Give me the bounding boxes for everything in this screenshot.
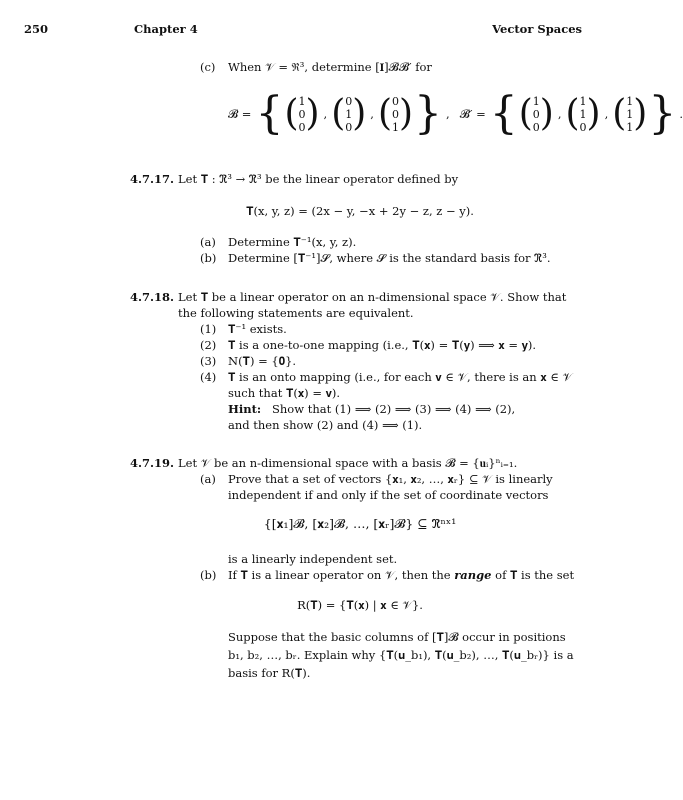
B-vector-1-entry: 1 — [298, 94, 306, 108]
exercise-4-7-17-number: 4.7.17. — [130, 172, 175, 186]
B-vector-2-entry: 0 — [345, 120, 353, 134]
exercise-4-7-19-b-line3: b₁, b₂, …, bᵣ. Explain why {𝐓(𝐮_b₁), 𝐓(𝐮_b₂), …, 𝐓(𝐮_bᵣ)} is a — [228, 648, 574, 662]
B-vector-1: ( 1 0 0 ) — [284, 93, 320, 134]
Bp-vector-1-entry: 0 — [532, 107, 540, 121]
Bp-vector-2: ( 1 1 0 ) — [565, 93, 601, 134]
exercise-4-7-19-b-line2: Suppose that the basic columns of [𝐓]𝓑 occur in positions — [228, 630, 566, 644]
exercise-4-7-17-a-label: (a) — [200, 235, 216, 249]
exercise-4-7-19-b-line1 — [228, 568, 574, 583]
exercise-4-7-17-b-label: (b) — [200, 251, 217, 265]
B-vector-3-entry: 1 — [391, 120, 399, 134]
B-vector-3-entry: 0 — [391, 107, 399, 121]
part-c-text: When 𝒱 = ℜ³, determine [𝐈]𝓑𝓑′ for — [228, 60, 432, 74]
exercise-4-7-18-item2-label: (2) — [200, 338, 217, 352]
exercise-4-7-19-a-formula: {[𝐱₁]𝓑, [𝐱₂]𝓑, …, [𝐱ᵣ]𝓑} ⊆ ℜⁿˣ¹ — [263, 516, 457, 531]
basis-equation: 𝓑 = { ( 1 0 0 ) , ( 0 1 0 ) , ( 0 0 1 ) } , 𝓑′ = { ( 1 0 0 ) , ( 1 1 0 ) , ( 1 1 1 ) } . — [228, 88, 683, 139]
exercise-4-7-17-formula: 𝐓(x, y, z) = (2x − y, −x + 2y − z, z − y). — [246, 204, 474, 218]
exercise-4-7-18-intro-line1: Let 𝐓 be a linear operator on an n-dimensional space 𝒱. Show that — [178, 290, 567, 304]
B-vector-2-entry: 1 — [345, 107, 353, 121]
basis-Bp-label: 𝓑′ = — [459, 106, 486, 121]
range-term: range — [454, 568, 492, 582]
Bp-vector-2-entry: 1 — [579, 107, 587, 121]
exercise-4-7-18-number: 4.7.18. — [130, 290, 175, 304]
B-vector-3-entry: 0 — [391, 94, 399, 108]
exercise-4-7-18-hint-text: Show that (1) ⟹ (2) ⟹ (3) ⟹ (4) ⟹ (2), — [272, 402, 516, 416]
exercise-4-7-19-b-line4: basis for R(𝐓). — [228, 666, 311, 680]
basis-B-label: 𝓑 = — [228, 106, 252, 121]
exercise-4-7-17-intro: Let 𝐓 : ℜ³ → ℜ³ be the linear operator defined by — [178, 172, 459, 186]
exercise-4-7-19-a-line3: is a linearly independent set. — [228, 552, 398, 566]
Bp-vector-1-entry: 0 — [532, 120, 540, 134]
B-vector-1-entry: 0 — [298, 107, 306, 121]
exercise-4-7-18-item2-text: 𝐓 is a one-to-one mapping (i.e., 𝐓(𝐱) = 𝐓(𝐲) ⟹ 𝐱 = 𝐲). — [228, 338, 537, 352]
B-vector-3: ( 0 0 1 ) — [377, 93, 414, 134]
exercise-4-7-18-item1-label: (1) — [200, 322, 217, 336]
exercise-4-7-17-a-text: Determine 𝐓⁻¹(x, y, z). — [228, 235, 357, 249]
page-number: 250 — [24, 22, 49, 36]
exercise-4-7-18-hint-cont: and then show (2) and (4) ⟹ (1). — [228, 418, 423, 432]
exercise-4-7-18-item4-label: (4) — [200, 370, 217, 384]
exercise-4-7-18-item3-label: (3) — [200, 354, 217, 368]
exercise-4-7-19-intro: Let 𝒱 be an n-dimensional space with a basis 𝓑 = {𝐮ᵢ}ⁿᵢ₌₁. — [178, 456, 518, 470]
exercise-4-7-19-a-label: (a) — [200, 472, 216, 486]
exercise-4-7-19-a-line1: Prove that a set of vectors {𝐱₁, 𝐱₂, …, 𝐱ᵣ} ⊆ 𝒱 is linearly — [228, 472, 553, 486]
Bp-vector-2-entry: 1 — [579, 94, 587, 108]
exercise-4-7-18-item4-cont: such that 𝐓(𝐱) = 𝐯). — [228, 386, 340, 400]
chapter-title: Chapter 4 — [134, 22, 198, 36]
Bp-vector-1: ( 1 0 0 ) — [518, 93, 554, 134]
exercise-4-7-18-item1-text: 𝐓⁻¹ exists. — [228, 322, 287, 336]
b-line1-post: of 𝐓 is the set — [495, 568, 575, 582]
B-vector-2: ( 0 1 0 ) — [331, 93, 367, 134]
B-vector-2-entry: 0 — [345, 94, 353, 108]
exercise-4-7-19-a-line2: independent if and only if the set of coordinate vectors — [228, 488, 549, 502]
exercise-4-7-18-item4-text: 𝐓 is an onto mapping (i.e., for each 𝐯 ∈ 𝒱, there is an 𝐱 ∈ 𝒱 — [228, 370, 573, 384]
basis-Bp-vectors: ( 1 0 0 ) , ( 1 1 0 ) , ( 1 1 1 ) — [518, 93, 648, 134]
exercise-4-7-19-b-label: (b) — [200, 568, 217, 582]
exercise-4-7-18-item3-text: N(𝐓) = {𝟎}. — [228, 354, 297, 368]
Bp-vector-1-entry: 1 — [532, 94, 540, 108]
exercise-4-7-17-b-text: Determine [𝐓⁻¹]𝓢, where 𝓢 is the standard basis for ℜ³. — [228, 251, 551, 265]
exercise-4-7-18-hint-label: Hint: — [228, 402, 262, 416]
part-c-label: (c) — [200, 60, 216, 74]
B-vector-1-entry: 0 — [298, 120, 306, 134]
b-line1-pre: If 𝐓 is a linear operator on 𝒱, then the — [228, 568, 451, 582]
basis-B-vectors: ( 1 0 0 ) , ( 0 1 0 ) , ( 0 0 1 ) — [284, 93, 414, 134]
Bp-vector-3-entry: 1 — [626, 107, 634, 121]
Bp-vector-3-entry: 1 — [626, 120, 634, 134]
Bp-vector-3-entry: 1 — [626, 94, 634, 108]
exercise-4-7-19-number: 4.7.19. — [130, 456, 175, 470]
exercise-4-7-18-intro-line2: the following statements are equivalent. — [178, 306, 414, 320]
Bp-vector-3: ( 1 1 1 ) — [612, 93, 648, 134]
section-title: Vector Spaces — [492, 22, 582, 36]
Bp-vector-2-entry: 0 — [579, 120, 587, 134]
exercise-4-7-19-b-formula: R(𝐓) = {𝐓(𝐱) | 𝐱 ∈ 𝒱}. — [297, 598, 423, 612]
